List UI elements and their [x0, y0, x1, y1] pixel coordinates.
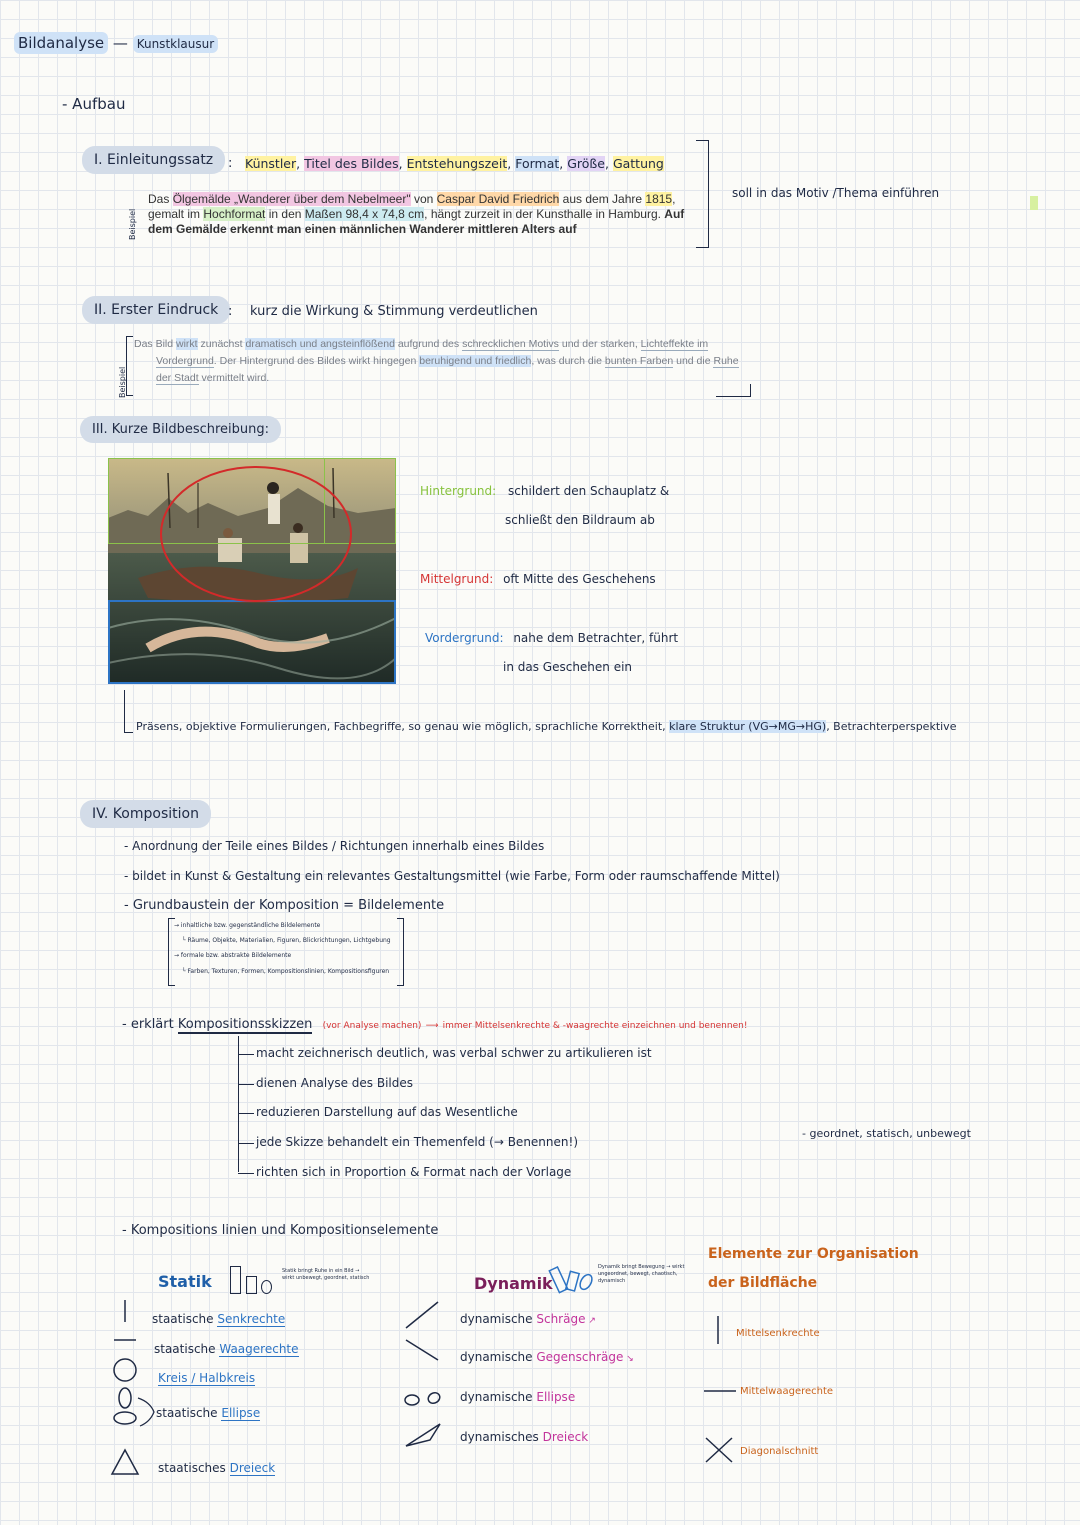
header-title: Bildanalyse	[14, 32, 108, 54]
box-bracket-right	[397, 918, 404, 986]
dynamik-item-pre: dynamische	[460, 1350, 537, 1364]
ex2-beruhigend: beruhigend und friedlich	[419, 355, 532, 367]
ex2-motiv: schrecklichen Motivs	[462, 338, 559, 350]
dynamik-note: Dynamik bringt Bewegung → wirkt ungeordnet, bewegt, chaotisch, dynamisch	[598, 1264, 685, 1284]
box-line-3: → formale bzw. abstrakte Bildelemente	[174, 952, 292, 959]
ex2-licht: Lichteffekte im Vordergrund	[156, 338, 709, 367]
statik-item-hl: Ellipse	[221, 1406, 261, 1420]
tag-entstehungszeit: Entstehungszeit	[406, 156, 508, 171]
statik-item-pre: staatische	[154, 1342, 220, 1356]
ex1-part: Das	[148, 192, 173, 206]
green-marker	[1030, 196, 1038, 210]
org-title-2: der Bildfläche	[708, 1275, 818, 1291]
hintergrund-label: Hintergrund:	[420, 484, 497, 498]
org-item-mittelsenkrechte: Mittelsenkrechte	[736, 1328, 820, 1339]
note-highlight: klare Struktur (VG→MG→HG)	[669, 720, 827, 733]
aufbau-label: - Aufbau	[62, 95, 126, 113]
statik-item	[152, 1312, 285, 1326]
kompositionslinien-title: - Kompositions linien und Kompositionselemente	[122, 1223, 439, 1238]
arrow-icon: ↘	[623, 1354, 634, 1364]
side-note: - geordnet, statisch, unbewegt	[802, 1127, 971, 1140]
skizzen-item	[238, 1046, 652, 1060]
ex2-part: , was durch die	[531, 355, 605, 367]
dynamik-item-hl: Schräge	[536, 1312, 586, 1326]
skizzen-prefix: - erklärt	[122, 1017, 174, 1032]
tree-branch	[238, 1113, 254, 1114]
tree-branch	[238, 1143, 254, 1144]
ex2-part: aufgrund des	[394, 338, 463, 350]
statik-item-pre: staatische	[156, 1406, 222, 1420]
ex1-bold: Auf dem Gemälde erkennt man einen männlichen Wanderer mittleren Alters auf	[148, 207, 685, 236]
note-suffix: , Betrachterperspektive	[826, 720, 957, 733]
ex2-part: . Der Hintergrund des Bildes wirkt hingegen	[213, 355, 420, 367]
ex2-part: vermittelt wird.	[198, 372, 270, 384]
bildelemente-box	[168, 918, 404, 984]
dynamik-title: Dynamik	[474, 1274, 553, 1293]
mittelgrund-label: Mittelgrund:	[420, 572, 494, 586]
vordergrund-box	[108, 600, 396, 684]
hintergrund-text2: schließt den Bildraum ab	[505, 513, 655, 527]
ex1-titel: „Wanderer über dem Nebelmeer"	[230, 192, 411, 206]
tag-titel: Titel des Bildes	[304, 156, 399, 171]
ex2-part: und der starken,	[558, 338, 641, 350]
skizzen-item-text: jede Skizze behandelt ein Themenfeld (→ Benennen!)	[256, 1135, 578, 1149]
ex1-format: Hochformat	[203, 207, 266, 221]
vordergrund-text1: nahe dem Betrachter, führt	[513, 631, 679, 645]
ex1-part: von	[410, 192, 437, 206]
section1-note: soll in das Motiv /Thema einführen	[732, 186, 940, 200]
section1-beispiel-label: Beispiel	[128, 208, 137, 240]
section2-title: II. Erster Eindruck	[82, 296, 230, 324]
skizzen-row	[122, 1017, 747, 1032]
ex1-part: , hängt zurzeit in der Kunsthalle in Hamburg.	[424, 207, 665, 221]
skizzen-paren: (vor Analyse machen)	[322, 1021, 422, 1031]
skizzen-title: Kompositionsskizzen	[177, 1017, 313, 1032]
statik-item-hl: Senkrechte	[217, 1312, 286, 1326]
tree-branch	[238, 1173, 254, 1174]
dynamik-shapes	[402, 1298, 448, 1458]
dynamik-item-pre: dynamische	[460, 1390, 537, 1404]
dynamik-item-pre: dynamische	[460, 1312, 537, 1326]
statik-shapes	[108, 1296, 152, 1486]
org-title-1: Elemente zur Organisation	[708, 1246, 919, 1262]
header-subtitle: Kunstklausur	[133, 35, 218, 53]
dynamik-item	[460, 1390, 575, 1404]
tag-kuenstler: Künstler	[245, 156, 297, 171]
ex2-part: Das Bild	[134, 338, 177, 350]
tag-format: Format	[515, 156, 560, 171]
section2-example	[134, 336, 756, 387]
ex2-dramatisch: dramatisch und angsteinflößend	[245, 338, 395, 350]
tree-branch	[238, 1054, 254, 1055]
dynamik-item-hl: Dreieck	[542, 1430, 589, 1444]
statik-item-hl: Dreieck	[229, 1461, 276, 1475]
dynamik-item-hl: Gegenschräge	[536, 1350, 624, 1364]
skizzen-item	[238, 1135, 578, 1149]
section4-title: IV. Komposition	[80, 800, 211, 828]
section2-bracket-left	[126, 336, 133, 396]
tag-gattung: Gattung	[612, 156, 664, 171]
ex2-farben: bunten Farben	[604, 355, 674, 367]
org-item-diagonalschnitt: Diagonalschnitt	[740, 1446, 819, 1457]
statik-item	[158, 1461, 275, 1475]
skizzen-item-text: macht zeichnerisch deutlich, was verbal schwer zu artikulieren ist	[256, 1046, 652, 1060]
org-shapes	[700, 1314, 740, 1464]
skizzen-item-text: richten sich in Proportion & Format nach der Vorlage	[256, 1165, 572, 1179]
section3-note	[136, 720, 956, 733]
box-line-1: → inhaltliche bzw. gegenständliche Bildelemente	[174, 922, 321, 929]
ex1-part: in den	[265, 207, 305, 221]
box-line-4: └ Farben, Texturen, Formen, Kompositionslinien, Kompositionsfiguren	[182, 968, 390, 975]
block-shape	[230, 1266, 241, 1294]
tree-branch	[238, 1084, 254, 1085]
page-header	[14, 34, 218, 52]
tag-groesse: Größe	[567, 156, 605, 171]
hintergrund-row	[420, 484, 669, 498]
vordergrund-row	[425, 631, 678, 645]
komposition-bullet-3: - Grundbaustein der Komposition = Bildelemente	[124, 898, 445, 913]
section2-beispiel-label: Beispiel	[118, 366, 127, 398]
section1-colon: :	[228, 156, 233, 171]
komposition-bullet-2: - bildet in Kunst & Gestaltung ein relevantes Gestaltungsmittel (wie Farbe, Form oder raumschaffende Mittel)	[124, 869, 780, 883]
statik-item-pre: staatische	[152, 1312, 218, 1326]
statik-item-hl: Waagerechte	[219, 1342, 299, 1356]
skizzen-item-text: reduzieren Darstellung auf das Wesentliche	[256, 1105, 518, 1119]
skizzen-item-text: dienen Analyse des Bildes	[256, 1076, 414, 1090]
statik-item	[154, 1342, 299, 1356]
section1-title: I. Einleitungssatz	[82, 146, 225, 174]
ex2-wirkt: wirkt	[176, 338, 198, 350]
dynamik-item	[460, 1430, 588, 1444]
section2-bracket-right	[716, 384, 751, 397]
ex1-part: , gemalt im	[148, 192, 676, 221]
vordergrund-text2: in das Geschehen ein	[503, 660, 633, 674]
box-line-2: └ Räume, Objekte, Materialien, Figuren, Blickrichtungen, Lichtgebung	[182, 937, 391, 944]
statik-item-hl: Kreis / Halbkreis	[158, 1371, 256, 1385]
statik-title: Statik	[158, 1272, 212, 1291]
org-item-mittelwaagerechte: Mittelwaagerechte	[740, 1386, 834, 1397]
dynamik-item	[460, 1350, 634, 1364]
statik-note: Statik bringt Ruhe in ein Bild → wirkt unbewegt, geordnet, statisch	[282, 1268, 370, 1281]
statik-item	[156, 1406, 260, 1420]
ex1-kuenstler: Caspar David Friedrich	[436, 192, 560, 206]
mittelgrund-text: oft Mitte des Geschehens	[503, 572, 656, 586]
section1-tags: Künstler, Titel des Bildes, Entstehungszeit, Format, Größe, Gattung	[245, 156, 664, 171]
dynamik-blocks-icon	[550, 1262, 600, 1298]
block-shape	[261, 1280, 272, 1294]
ex2-part: und die	[673, 355, 714, 367]
section2-colon: :	[228, 304, 233, 319]
arrow-icon: ↗	[585, 1316, 596, 1326]
dynamik-item-pre: dynamisches	[460, 1430, 543, 1444]
mittelgrund-ellipse	[160, 466, 352, 602]
section1-example	[148, 192, 686, 238]
header-dash: —	[112, 34, 128, 52]
skizzen-red-note: immer Mittelsenkrechte & -waagrechte einzeichnen und benennen!	[442, 1021, 748, 1031]
mittelgrund-row	[420, 572, 656, 586]
ex1-jahr: 1815	[645, 192, 673, 206]
vordergrund-label: Vordergrund:	[425, 631, 504, 645]
skizzen-item	[238, 1165, 571, 1179]
skizzen-item	[238, 1105, 518, 1119]
note-prefix: Präsens, objektive Formulierungen, Fachbegriffe, so genau wie möglich, sprachliche Korrektheit,	[136, 720, 670, 733]
dynamik-item	[460, 1312, 596, 1326]
section2-desc: kurz die Wirkung & Stimmung verdeutlichen	[250, 304, 538, 319]
ex1-groesse: Maßen 98,4 x 74,8 cm	[304, 207, 425, 221]
block-shape	[246, 1276, 257, 1294]
ex2-part: zunächst	[197, 338, 246, 350]
statik-item-pre: staatisches	[158, 1461, 230, 1475]
hintergrund-text1: schildert den Schauplatz &	[508, 484, 670, 498]
section3-bracket	[124, 690, 133, 733]
ex1-gattung: Ölgemälde	[172, 192, 231, 206]
ex1-part: aus dem Jahre	[559, 192, 646, 206]
komposition-bullet-1: - Anordnung der Teile eines Bildes / Richtungen innerhalb eines Bildes	[124, 839, 545, 853]
section1-bracket	[696, 140, 709, 248]
dynamik-item-hl: Ellipse	[536, 1390, 576, 1404]
skizzen-item	[238, 1076, 413, 1090]
ex2-ruhe: Ruhe der Stadt	[156, 355, 739, 384]
statik-item	[158, 1371, 255, 1385]
arrow-icon: ⟶	[425, 1021, 439, 1031]
section3-title: III. Kurze Bildbeschreibung:	[80, 416, 281, 443]
painting-image	[108, 458, 396, 684]
